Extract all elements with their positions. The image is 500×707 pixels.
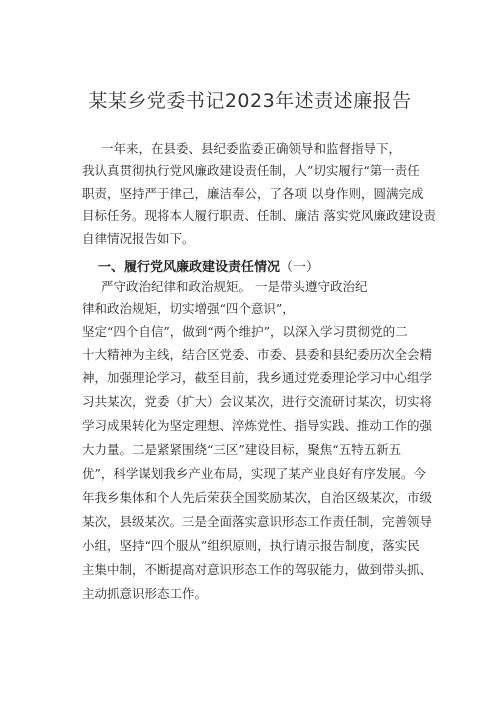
body-line: 主动抓意识形态工作。: [82, 586, 208, 601]
intro-line: 自律情况报告如下。: [82, 231, 195, 246]
intro-line: 目标任务。现将本人履行职责、任制、廉洁 落实党风廉政建设责: [82, 208, 436, 223]
body-line: 大力量。二是紧紧围绕“三区”建设目标，聚焦“五特五新五: [82, 442, 402, 457]
body-line: 年我乡集体和个人先后荣获全国奖励某次，自治区级某次，市级: [82, 490, 433, 505]
intro-line: 我认真贯彻执行党风廉政建设责任制，人”切实履行“第一责任: [82, 163, 420, 178]
body-line: 十大精神为主线，结合区党委、市委、县委和县纪委历次全会精: [82, 347, 433, 362]
section-heading: [98, 256, 319, 275]
body-line: 小组，坚持“四个服从”组织原则，执行请示报告制度，落实民: [82, 538, 420, 553]
document-title: 某某乡党委书记2023年述责述廉报告: [88, 90, 412, 112]
body-line: 坚定“四个自信”，做到“两个维护”，以深入学习贯彻党的二: [82, 324, 408, 339]
body-line: 主集中制，不断提高对意识形态工作的驾驭能力，做到带头抓、: [82, 562, 433, 577]
body-line: 优”，科学谋划我乡产业布局，实现了某产业良好有序发展。今: [82, 466, 426, 481]
body-line: 神，加强理论学习，截至目前，我乡通过党委理论学习中心组学: [82, 370, 433, 385]
section-heading-text: 一、履行党风廉政建设责任情况: [98, 260, 281, 275]
intro-line: 职责，坚持严于律己，廉洁奉公，了各项 以身作则，圆满完成: [82, 186, 424, 201]
body-line: 律和政治规矩，切实增强“四个意识”，: [82, 301, 295, 316]
body-line: 严守政治纪律和政治规矩。 一是带头遵守政治纪: [101, 279, 368, 294]
intro-line: 一年来，在县委、县纪委监委正确领导和监督指导下，: [101, 141, 402, 156]
body-line: 某次，县级某次。三是全面落实意识形态工作责任制，完善领导: [82, 514, 433, 529]
section-heading-suffix: （一）: [280, 260, 320, 275]
body-line: 习共某次，党委（扩大）会议某次，进行交流研讨某次，切实将: [82, 394, 433, 409]
body-line: 学习成果转化为坚定理想、淬炼党性、指导实践、推动工作的强: [82, 418, 433, 433]
